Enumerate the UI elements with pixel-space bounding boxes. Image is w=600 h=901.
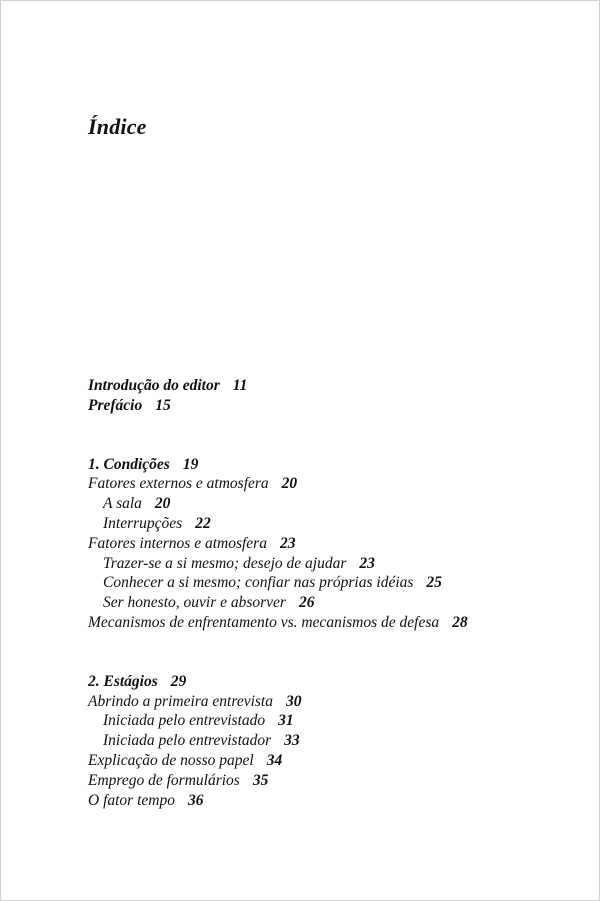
toc-entry-page: 23 (359, 554, 375, 572)
toc-entry-label: O fator tempo (88, 791, 175, 809)
toc-entry-label: Mecanismos de enfrentamento vs. mecanismos de defesa (88, 613, 440, 631)
toc-entry-page: 23 (279, 534, 296, 552)
toc-entry-label: Conhecer a si mesmo; confiar nas próprias idéias (103, 574, 414, 592)
toc-entry-label: Trazer-se a si mesmo; desejo de ajudar (103, 554, 347, 572)
toc-entry-label: Fatores internos e atmosfera (88, 534, 267, 552)
toc-entry-label: A sala (103, 495, 142, 513)
toc-subentry (88, 573, 468, 593)
toc-entry-page: 31 (278, 712, 294, 730)
toc-entry-page: 28 (452, 613, 468, 631)
toc-entry-page: 11 (232, 377, 248, 394)
section-spacer (88, 633, 468, 672)
chapter-heading-2 (88, 672, 468, 692)
toc-subentry (88, 731, 468, 751)
toc-entry-label: Explicação de nosso papel (88, 751, 254, 769)
toc-subentry (88, 593, 468, 613)
toc-entry-page: 30 (285, 692, 302, 710)
toc-subentry (88, 711, 468, 731)
chapter-label: 2. Estágios (88, 672, 158, 690)
toc-entry-label: Emprego de formulários (88, 771, 240, 789)
toc-entry-page: 34 (266, 751, 283, 769)
section-spacer (88, 416, 468, 455)
toc-entry-label: Prefácio (88, 396, 143, 414)
toc-entry (88, 771, 468, 791)
toc-entry-label: Iniciada pelo entrevistado (103, 712, 266, 730)
toc-entry (88, 534, 468, 554)
chapter-label: 1. Condições (88, 455, 170, 473)
toc-entry-page: 20 (281, 475, 298, 493)
chapter-page: 29 (170, 672, 187, 690)
toc-entry-page: 36 (187, 791, 204, 809)
toc-entry-page: 15 (155, 396, 171, 414)
toc-entry-page: 25 (426, 574, 442, 592)
table-of-contents (88, 376, 468, 810)
chapter-heading-1 (88, 455, 468, 475)
toc-entry-label: Introdução do editor (88, 377, 220, 394)
toc-entry-label: Iniciada pelo entrevistador (103, 732, 272, 750)
toc-entry (88, 613, 468, 633)
toc-entry-label: Fatores externos e atmosfera (88, 475, 269, 493)
toc-entry-page: 33 (284, 732, 300, 750)
toc-entry-page: 26 (298, 594, 315, 612)
page-title: Índice (88, 114, 147, 139)
toc-entry-page: 35 (252, 771, 269, 789)
toc-entry-label: Abrindo a primeira entrevista (88, 692, 273, 710)
toc-entry-label: Ser honesto, ouvir e absorver (103, 594, 286, 612)
toc-subentry (88, 494, 468, 514)
toc-entry (88, 474, 468, 494)
toc-entry (88, 751, 468, 771)
toc-entry-page: 22 (195, 514, 211, 532)
toc-subentry (88, 514, 468, 534)
toc-entry-page: 20 (154, 495, 171, 513)
toc-entry (88, 791, 468, 811)
toc-entry-editor-intro (88, 376, 468, 396)
toc-entry (88, 692, 468, 712)
toc-entry-label: Interrupções (103, 514, 183, 532)
chapter-page: 19 (182, 455, 199, 473)
toc-subentry (88, 554, 468, 574)
toc-entry-preface (88, 396, 468, 416)
